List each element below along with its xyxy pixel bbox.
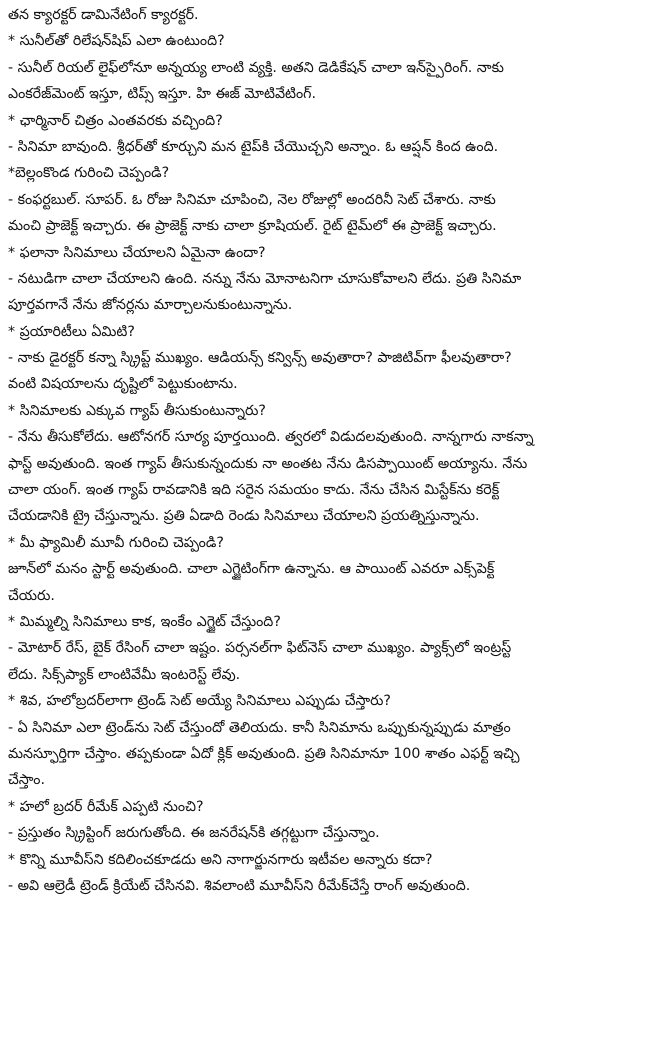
- answer-text: పూర్తవగానే నేను జోనర్లను మార్చాలనుకుంటున్నాను.: [8, 297, 293, 314]
- answer-text: చాలా యంగ్. ఇంత గ్యాప్ రావడానికి ఇది సరైన సమయం కాదు. నేను చేసిన మిస్టేక్‌ను కరెక్ట్: [8, 482, 500, 499]
- question-text: * ఛార్మినార్ చిత్రం ఎంతవరకు వచ్చింది?: [8, 112, 223, 129]
- answer-text: - నేను తీసుకోలేదు. ఆటోనగర్ సూర్య పూర్తయింది. త్వరలో విడుదలవుతుంది. నాన్నగారు నాకన్నా: [8, 429, 534, 446]
- question-text: * శివ, హలోబ్రదర్‌లాగా ట్రెండ్ సెట్ అయ్యే సినిమాలు ఎప్పుడు చేస్తారు?: [8, 693, 391, 710]
- answer-text: వంటి విషయాలను దృష్టిలో పెట్టుకుంటాను.: [8, 376, 238, 393]
- answer-text: లేదు. సిక్స్‌ప్యాక్ లాంటివేమీ ఇంటరెస్ట్ లేవు.: [8, 666, 241, 683]
- answer-text: - నాకు డైరక్టర్ కన్నా స్క్రిప్ట్ ముఖ్యం. ఆడియన్స్ కన్విన్స్ అవుతారా? పాజిటివ్‌గా ఫీలవుతారా?: [8, 350, 512, 367]
- question-text: * సునీల్‌తో రిలేషన్‌షిప్ ఎలా ఉంటుంది?: [8, 33, 225, 50]
- answer-text: - సునీల్ రియల్ లైఫ్‌లోనూ అన్నయ్య లాంటి వ్యక్తి. అతని డెడికేషన్ చాలా ఇన్‌స్పైరింగ్. నాకు: [8, 59, 504, 76]
- answer-text: - కంఫర్టబుల్. సూపర్. ఓ రోజు సినిమా చూపించి, నెల రోజుల్లో అందరినీ సెట్ చేశారు. నాకు: [8, 191, 496, 208]
- question-text: * కొన్ని మూవీస్‌ని కదిలించకూడదు అని నాగార్జునగారు ఇటీవల అన్నారు కదా?: [8, 851, 433, 868]
- answer-text: మంచి ప్రాజెక్ట్ ఇచ్చారు. ఈ ప్రాజెక్ట్ నాకు చాలా క్రూషియల్. రైట్ టైమ్‌లో ఈ ప్రాజెక్ట్ ఇచ్చారు.: [8, 218, 497, 235]
- answer-text: చేయడానికి ట్రై చేస్తున్నాను. ప్రతి ఏడాది రెండు సినిమాలు చేయాలని ప్రయత్నిస్తున్నాను.: [8, 508, 480, 525]
- answer-text: - నటుడిగా చాలా చేయాలని ఉంది. నన్ను నేను మోనాటనిగా చూసుకోవాలని లేదు. ప్రతి సినిమా: [8, 270, 522, 287]
- question-text: * మీ ఫ్యామిలీ మూవీ గురించి చెప్పండి?: [8, 534, 224, 551]
- question-text: * హలో బ్రదర్ రీమేక్ ఎప్పటి నుంచి?: [8, 798, 204, 815]
- question-text: * ఫలానా సినిమాలు చేయాలని ఏమైనా ఉందా?: [8, 244, 266, 261]
- answer-text: చేయరు.: [8, 587, 55, 604]
- answer-text: చేస్తాం.: [8, 772, 45, 789]
- question-text: * ప్రయారిటీలు ఏమిటి?: [8, 323, 135, 340]
- answer-text: - ఏ సినిమా ఎలా ట్రెండ్‌ను సెట్ చేస్తుందో తెలియదు. కానీ సినిమాను ఒప్పుకున్నప్పుడు మాత్రం: [8, 719, 511, 736]
- question-text: *బెల్లంకొండ గురించి చెప్పండి?: [8, 165, 170, 182]
- answer-text: ఫాస్ట్ అవుతుంది. ఇంత గ్యాప్ తీసుకున్నందుకు నా అంతట నేను డిసప్పాయింట్ అయ్యాను. నేను: [8, 455, 528, 472]
- answer-text: జూన్‌లో మనం స్టార్ట్ అవుతుంది. చాలా ఎగ్జైటింగ్‌గా ఉన్నాను. ఆ పాయింట్ ఎవరూ ఎక్స్‌పెక్ట్: [8, 561, 495, 578]
- answer-text: - ప్రస్తుతం స్క్రిప్టింగ్ జరుగుతోంది. ఈ జనరేషన్‌కి తగ్గట్టుగా చేస్తున్నాం.: [8, 825, 380, 842]
- question-text: * సినిమాలకు ఎక్కువ గ్యాప్ తీసుకుంటున్నారు?: [8, 402, 266, 419]
- question-text: * మిమ్మల్ని సినిమాలు కాక, ఇంకేం ఎగ్జైట్ చేస్తుంది?: [8, 613, 281, 630]
- answer-text: - అవి ఆల్రెడీ ట్రెండ్ క్రియేట్ చేసినవి. శివలాంటి మూవీస్‌ని రీమేక్‌చేస్తే రాంగ్ అవుతుంది.: [8, 877, 471, 894]
- answer-text: మనస్ఫూర్తిగా చేస్తాం. తప్పకుండా ఏదో క్లిక్ అవుతుంది. ప్రతి సినిమానూ 100 శాతం ఎఫర్ట్ ఇచ్చి: [8, 745, 520, 762]
- answer-text: - సినిమా బావుంది. శ్రీధర్‌తో కూర్చుని మన టైప్‌కి చేయొచ్చని అన్నాం. ఓ ఆప్షన్ కింద ఉంది.: [8, 138, 499, 155]
- answer-text: ఎంకరేజ్‌మెంట్ ఇస్తూ, టిప్స్ ఇస్తూ. హి ఈజ్ మోటివేటింగ్.: [8, 86, 316, 103]
- answer-text: - మోటార్ రేస్, బైక్ రేసింగ్ చాలా ఇష్టం. పర్సనల్‌గా ఫిట్‌నెస్ చాలా ముఖ్యం. ప్యాక్స్‌లో ఇంట్రస్ట్: [8, 640, 512, 657]
- answer-text: తన క్యారక్టర్ డామినేటింగ్ క్యారక్టర్.: [8, 7, 199, 23]
